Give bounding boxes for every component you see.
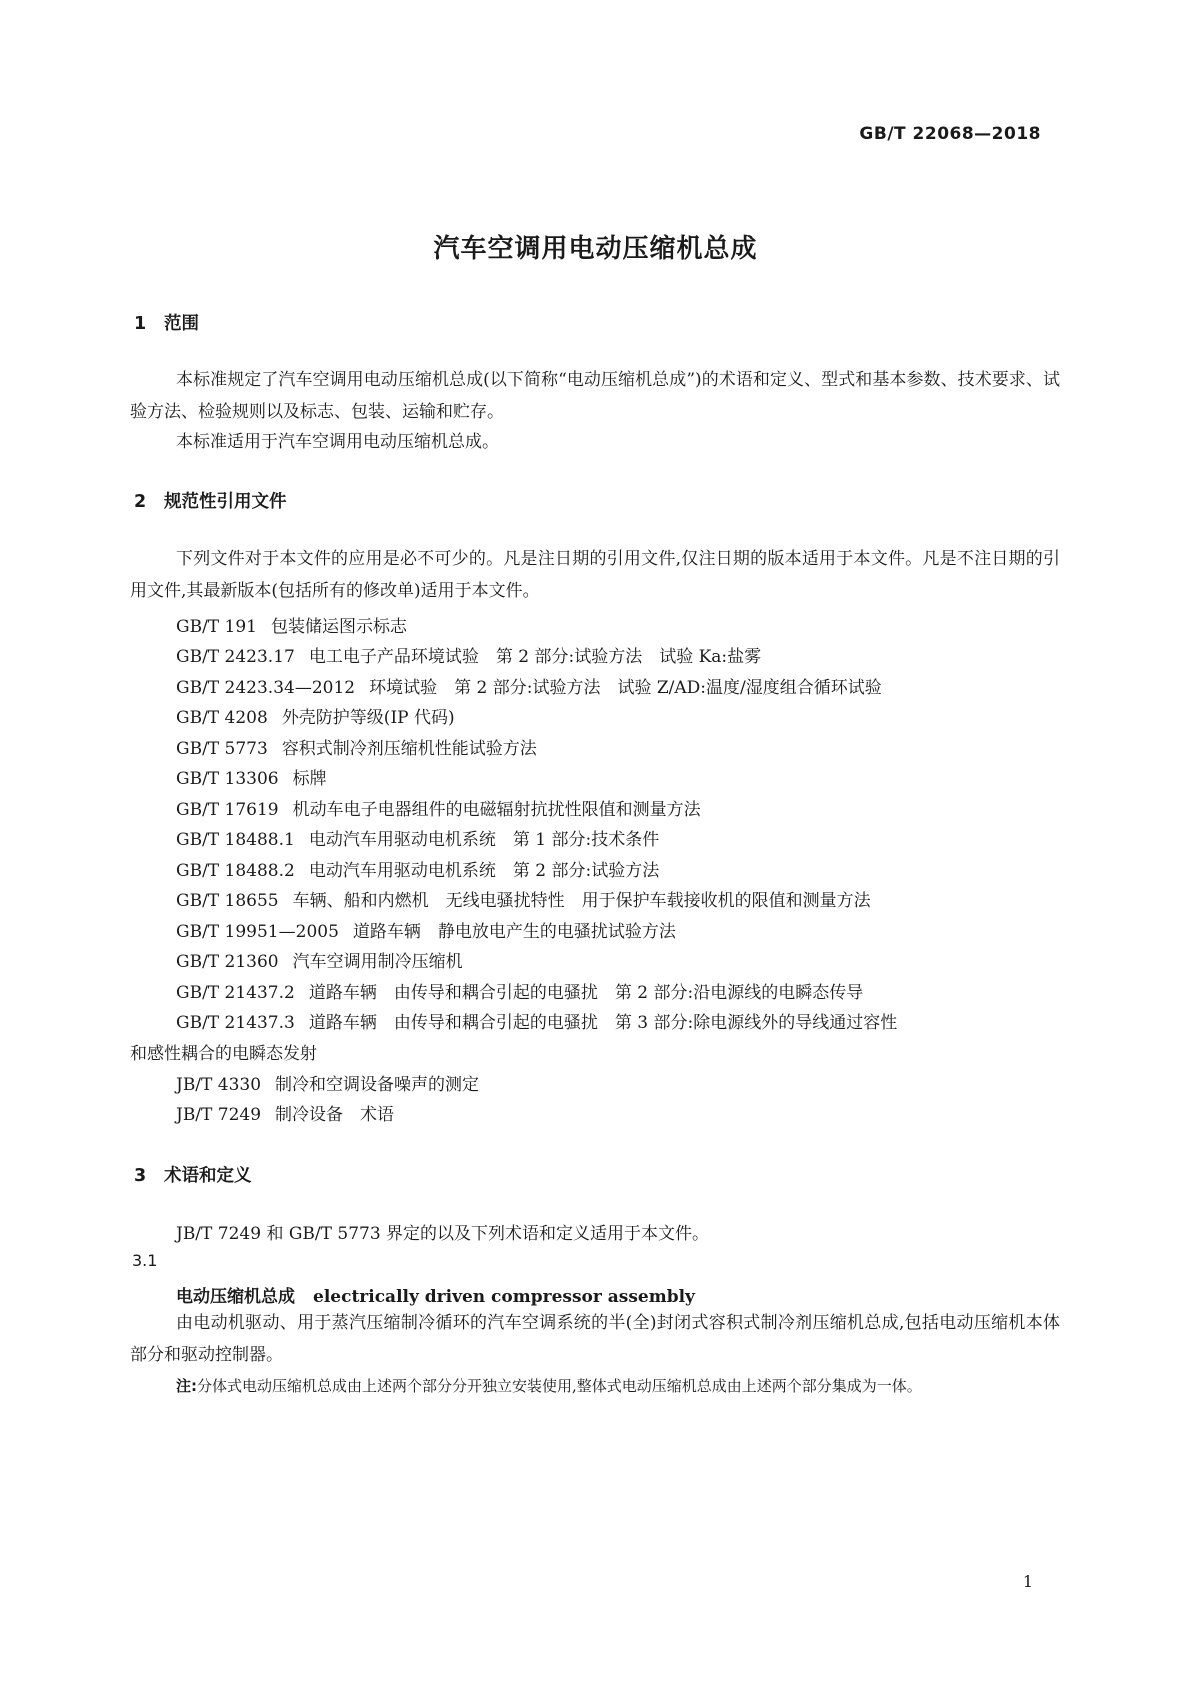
reference-title: 电动汽车用驱动电机系统 第 1 部分:技术条件 [308, 830, 660, 850]
reference-item [176, 1008, 897, 1033]
reference-code: GB/T 21437.2 [176, 983, 295, 1003]
section-1-heading [134, 310, 199, 335]
section-title: 规范性引用文件 [164, 492, 287, 512]
reference-title: 外壳防护等级(IP 代码) [281, 708, 455, 728]
reference-title: 道路车辆 静电放电产生的电骚扰试验方法 [352, 922, 676, 942]
term-chinese: 电动压缩机总成 [176, 1287, 295, 1307]
standard-code: GB/T 22068—2018 [859, 124, 1041, 144]
reference-code: GB/T 5773 [176, 739, 268, 759]
reference-code: GB/T 191 [176, 617, 257, 637]
reference-title: 制冷和空调设备噪声的测定 [275, 1075, 480, 1095]
reference-item [176, 886, 871, 911]
reference-code: GB/T 21437.3 [176, 1013, 295, 1033]
section-number: 1 [134, 314, 147, 334]
reference-title: 电动汽车用驱动电机系统 第 2 部分:试验方法 [308, 861, 660, 881]
term-english: electrically driven compressor assembly [313, 1287, 695, 1307]
section-1-paragraph-scope: 本标准规定了汽车空调用电动压缩机总成(以下简称“电动压缩机总成”)的术语和定义、型式和基本参数、技术要求、试验方法、检验规则以及标志、包装、运输和贮存。 [130, 370, 1060, 422]
term-entry [176, 1282, 695, 1307]
reference-title: 包装储运图示标志 [271, 617, 407, 637]
reference-code: JB/T 7249 [176, 1105, 262, 1125]
reference-continuation: 和感性耦合的电瞬态发射 [130, 1044, 317, 1064]
section-3-intro: JB/T 7249 和 GB/T 5773 界定的以及下列术语和定义适用于本文件。 [176, 1224, 710, 1244]
reference-code: GB/T 18655 [176, 891, 279, 911]
reference-item [176, 764, 327, 789]
reference-item [176, 734, 537, 759]
reference-code: GB/T 4208 [176, 708, 268, 728]
reference-item [176, 795, 701, 820]
reference-code: GB/T 18488.1 [176, 830, 295, 850]
reference-title: 汽车空调用制冷压缩机 [292, 952, 463, 972]
reference-title: 道路车辆 由传导和耦合引起的电骚扰 第 2 部分:沿电源线的电瞬态传导 [308, 983, 864, 1003]
reference-title: 标牌 [292, 769, 327, 789]
reference-code: GB/T 17619 [176, 800, 279, 820]
reference-code: GB/T 2423.17 [176, 647, 295, 667]
section-1-paragraph-applicability: 本标准适用于汽车空调用电动压缩机总成。 [176, 432, 499, 452]
reference-item [176, 917, 676, 942]
term-definition: 由电动机驱动、用于蒸汽压缩制冷循环的汽车空调系统的半(全)封闭式容积式制冷剂压缩机总成,包括电动压缩机本体部分和驱动控制器。 [130, 1313, 1060, 1365]
reference-title: 容积式制冷剂压缩机性能试验方法 [281, 739, 537, 759]
section-2-heading [134, 488, 287, 513]
reference-code: JB/T 4330 [176, 1075, 262, 1095]
reference-code: GB/T 2423.34—2012 [176, 678, 356, 698]
page-number: 1 [1022, 1572, 1033, 1591]
reference-title: 制冷设备 术语 [275, 1105, 395, 1125]
reference-title: 机动车电子电器组件的电磁辐射抗扰性限值和测量方法 [292, 800, 701, 820]
reference-item [176, 673, 882, 698]
reference-code: GB/T 18488.2 [176, 861, 295, 881]
reference-item [176, 947, 463, 972]
reference-code: GB/T 13306 [176, 769, 279, 789]
term-note [176, 1371, 1056, 1401]
section-number: 2 [134, 492, 147, 512]
reference-title: 环境试验 第 2 部分:试验方法 试验 Z/AD:温度/湿度组合循环试验 [369, 678, 882, 698]
reference-code: GB/T 21360 [176, 952, 279, 972]
note-label: 注: [176, 1377, 197, 1395]
reference-item [176, 825, 659, 850]
document-title: 汽车空调用电动压缩机总成 [433, 234, 758, 264]
note-text: 分体式电动压缩机总成由上述两个部分分开独立安装使用,整体式电动压缩机总成由上述两个部分集成为一体。 [197, 1377, 922, 1395]
reference-title: 电工电子产品环境试验 第 2 部分:试验方法 试验 Ka:盐雾 [308, 647, 762, 667]
reference-item [176, 642, 761, 667]
section-3-heading [134, 1162, 252, 1187]
subsection-number: 3.1 [132, 1251, 158, 1270]
reference-item [176, 1070, 479, 1095]
reference-item [176, 1100, 394, 1125]
reference-title: 车辆、船和内燃机 无线电骚扰特性 用于保护车载接收机的限值和测量方法 [292, 891, 871, 911]
section-2-intro: 下列文件对于本文件的应用是必不可少的。凡是注日期的引用文件,仅注日期的版本适用于本文件。凡是不注日期的引用文件,其最新版本(包括所有的修改单)适用于本文件。 [130, 549, 1060, 601]
section-number: 3 [134, 1166, 147, 1186]
section-title: 术语和定义 [164, 1166, 252, 1186]
reference-item [176, 703, 455, 728]
reference-item [176, 612, 407, 637]
section-title: 范围 [164, 314, 199, 334]
reference-title: 道路车辆 由传导和耦合引起的电骚扰 第 3 部分:除电源线外的导线通过容性 [308, 1013, 898, 1033]
reference-code: GB/T 19951—2005 [176, 922, 339, 942]
reference-item [176, 856, 659, 881]
reference-item [176, 978, 863, 1003]
